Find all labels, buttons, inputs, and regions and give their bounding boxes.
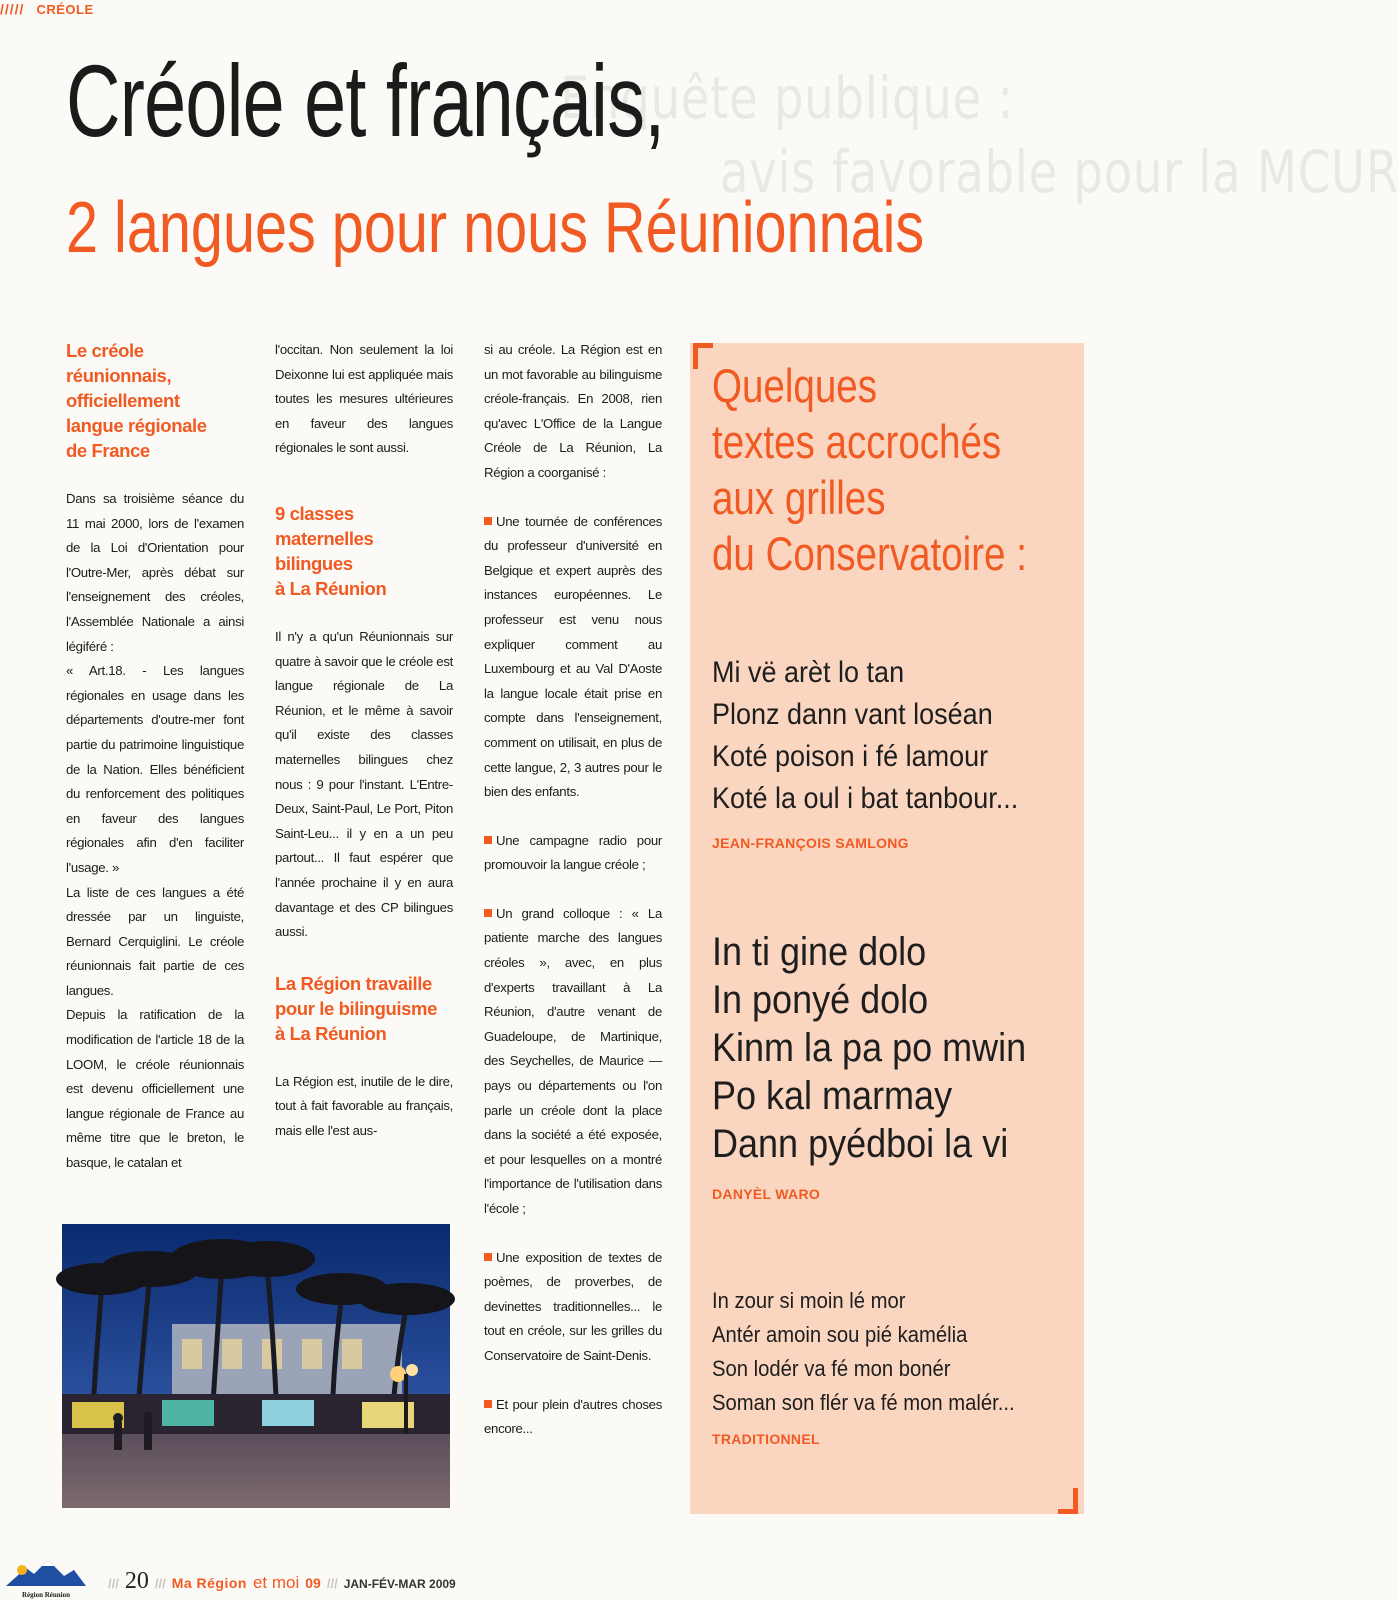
bullet-square-icon — [484, 909, 492, 917]
column2-heading-1: 9 classes maternelles bilingues à La Réunion — [275, 502, 387, 599]
issue-number: 09 — [305, 1575, 321, 1591]
poem-2 — [712, 928, 1061, 1218]
section-header — [0, 0, 94, 18]
article-column-2 — [275, 338, 453, 1143]
bullet-square-icon — [484, 517, 492, 525]
corner-bracket-icon — [693, 343, 713, 369]
poem-author: TRADITIONNEL — [712, 1431, 820, 1447]
issue-date: JAN-FÉV-MAR 2009 — [343, 1577, 456, 1591]
paragraph: l'occitan. Non seulement la loi Deixonne lui est appliquée mais toutes les mesures ultérieures en faveur des langues régionales le sont aussi. — [275, 342, 453, 456]
logo-text: Région Réunion — [21, 1591, 71, 1599]
poem-line: Son lodér va fé mon bonér — [712, 1356, 951, 1381]
bleed-through-text: Enquête publique : — [560, 64, 1014, 132]
bullet-item: Et pour plein d'autres choses encore... — [484, 1396, 662, 1437]
paragraph: La Région est, inutile de le dire, tout à fait favorable au français, mais elle l'est aus- — [275, 1073, 453, 1138]
conservatoire-photo — [62, 1224, 450, 1508]
poem-3 — [712, 1284, 1041, 1456]
paragraph: « Art.18. - Les langues régionales en usage dans les départements d'outre-mer font partie du patrimoine linguistique de la Nation. Elles bénéficient du renforcement des politiques en faveur des langues régionales afin d'en faciliter l'usage. » — [66, 663, 244, 875]
paragraph: La liste de ces langues a été dressée par un linguiste, Bernard Cerquiglini. Le créole réunionnais fait partie de ces langues. — [66, 884, 244, 998]
magazine-name-suffix: et moi — [252, 1573, 300, 1592]
page-title: Créole et français, — [66, 44, 665, 158]
poem-line: Kinm la pa po mwin — [712, 1026, 1027, 1070]
poem-line: In ti gine dolo — [712, 930, 927, 974]
poem-line: Koté la oul i bat tanbour... — [712, 782, 1019, 815]
page-number: 20 — [124, 1568, 149, 1594]
bullet-square-icon — [484, 836, 492, 844]
page-footer: /// 20 /// Ma Région et moi 09 /// JAN-FÉV-MAR 2009 — [108, 1568, 456, 1594]
poem-line: Plonz dann vant loséan — [712, 698, 993, 731]
paragraph: si au créole. La Région est en un mot favorable au bilinguisme créole-français. En 2008, rien qu'avec L'Office de la Langue Créole de La Réunion, La Région a coorganisé : — [484, 342, 662, 480]
page-subtitle: 2 langues pour nous Réunionnais — [66, 188, 925, 268]
paragraph: Dans sa troisième séance du 11 mai 2000, lors de l'examen de la Loi d'Orientation pour l'Outre-Mer, après débat sur l'enseignement des créoles, l'Assemblée Nationale a ainsi légiféré : — [66, 491, 244, 654]
poem-line: In ponyé dolo — [712, 978, 929, 1022]
column2-heading-2: La Région travaille pour le bilinguisme à La Réunion — [275, 972, 437, 1044]
poem-line: Antér amoin sou pié kamélia — [712, 1322, 968, 1347]
corner-bracket-icon — [1058, 1488, 1078, 1514]
poem-1 — [712, 652, 1052, 864]
sidebar-title: Quelques textes accrochés aux grilles du Conservatoire : — [712, 359, 1027, 580]
article-column-3 — [484, 338, 662, 1442]
poem-author: DANYÈL WARO — [712, 1186, 821, 1202]
column1-heading: Le créole réunionnais, officiellement langue régionale de France — [66, 340, 207, 461]
poem-line: Mi vë arèt lo tan — [712, 656, 905, 689]
bleed-through-text: avis favorable pour la MCUR — [720, 138, 1399, 206]
mountain-logo-icon — [4, 1558, 88, 1588]
bullet-item: Une campagne radio pour promouvoir la langue créole ; — [484, 832, 662, 873]
bullet-item: Une exposition de textes de poèmes, de proverbes, de devinettes traditionnelles... le tout en créole, sur les grilles du Conservatoire de Saint-Denis. — [484, 1249, 662, 1363]
poem-line: Koté poison i fé lamour — [712, 740, 989, 773]
bullet-item: Un grand colloque : « La patiente marche des langues créoles », avec, en plus d'experts travaillant à La Réunion, d'autre venant de Guadeloupe, de Martinique, des Seychelles, de Maurice — pays ou départements ou l'on parle un créole dont la place dans la société a été exposée, et pour lesquelles on a montré l'importance de l'utilisation dans l'école ; — [484, 905, 662, 1216]
bullet-square-icon — [484, 1253, 492, 1261]
section-label: CRÉOLE — [36, 1, 94, 17]
bullet-square-icon — [484, 1400, 492, 1408]
region-reunion-logo — [4, 1558, 88, 1598]
poem-line: In zour si moin lé mor — [712, 1288, 906, 1313]
poem-line: Soman son flér va fé mon malér... — [712, 1390, 1015, 1415]
bullet-item: Une tournée de conférences du professeur d'université en Belgique et expert auprès des instances européennes. Le professeur est venu nous expliquer comment au Luxembourg et au Val D'Aoste la langue locale était prise en compte dans l'enseignement, comment on utilisait, en plus de cette langue, 2, 3 autres pour le bien des enfants. — [484, 513, 662, 800]
paragraph: Il n'y a qu'un Réunionnais sur quatre à savoir que le créole est langue régionale de La Réunion, et le même à savoir qu'il existe des classes maternelles bilingues chez nous : 9 pour l'instant. L'Entre-Deux, Saint-Paul, Le Port, Piton Saint-Leu... il y en a un peu partout... Il faut espérer que l'année prochaine il y en aura davantage et des CP bilingues aussi. — [275, 628, 453, 940]
magazine-name: Ma Région — [171, 1575, 247, 1591]
paragraph: Depuis la ratification de la modification de l'article 18 de la LOOM, le créole réunionnais est devenu officiellement une langue régionale de France au même titre que le breton, le basque, le catalan et — [66, 1007, 244, 1171]
poem-line: Dann pyédboi la vi — [712, 1122, 1009, 1166]
article-column-1 — [66, 338, 244, 1176]
poem-author: JEAN-FRANÇOIS SAMLONG — [712, 835, 909, 851]
poem-line: Po kal marmay — [712, 1074, 953, 1118]
header-slashes: ///// — [0, 1, 25, 17]
